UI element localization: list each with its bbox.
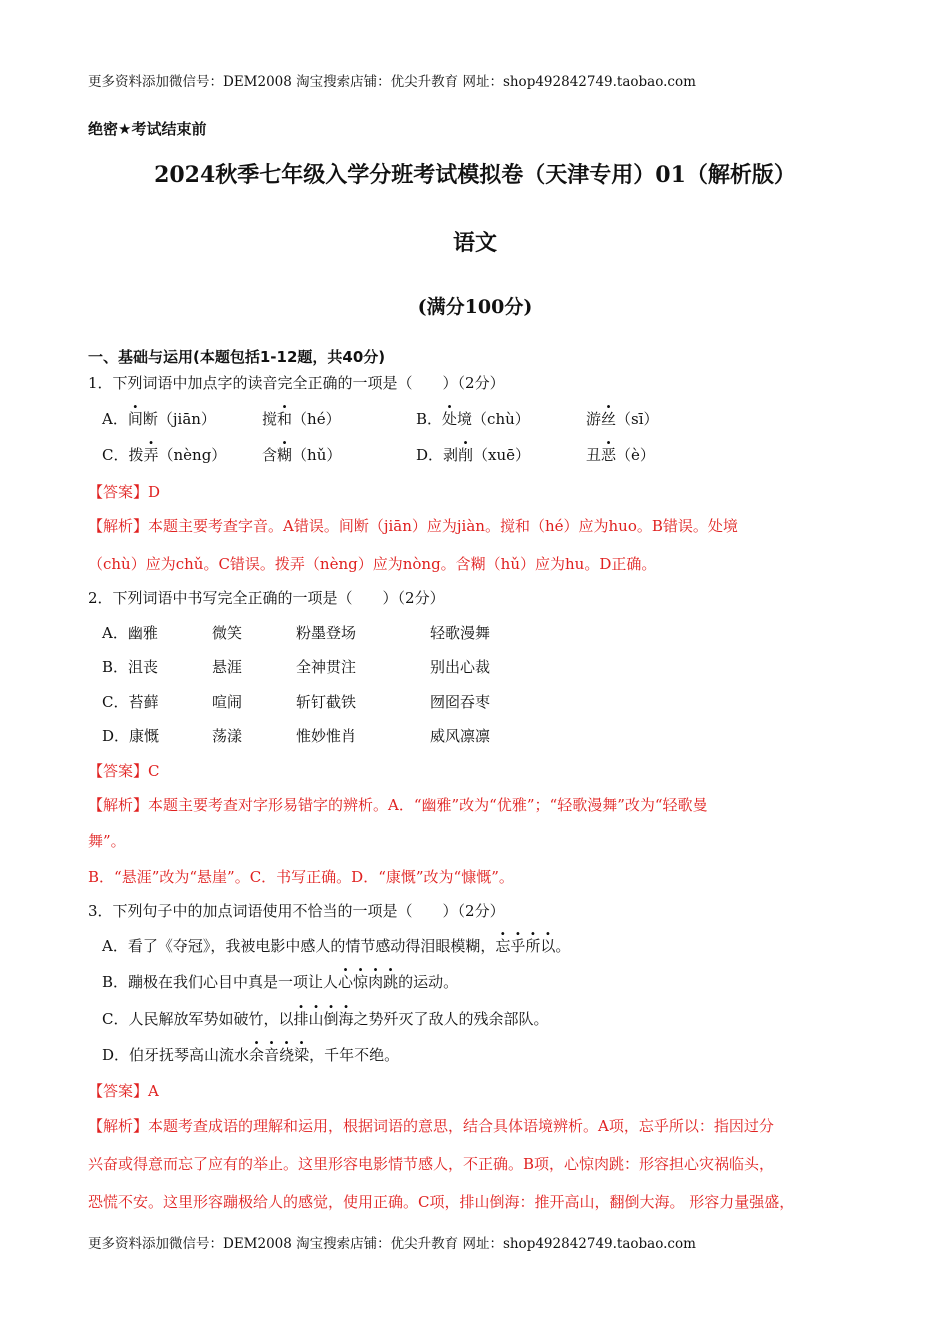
q1-option-a2: 搅和（hé）	[262, 410, 341, 428]
q2-option-cell: 轻歌漫舞	[430, 624, 491, 642]
q3-stem: 3．下列句子中的加点词语使用不恰当的一项是（ ）（2分）	[88, 902, 505, 920]
q3-option-b: B．蹦极在我们心目中真是一项让人心惊肉跳的运动。	[102, 973, 459, 991]
page-title: 2024秋季七年级入学分班考试模拟卷（天津专用）01（解析版）	[154, 162, 796, 188]
q2-option-row: B．沮丧	[102, 658, 159, 676]
q2-analysis-line: 舞”。	[88, 832, 126, 850]
q3-analysis-line: 兴奋或得意而忘了应有的举止。这里形容电影情节感人，不正确。B项，心惊肉跳：形容担心灾祸临头，	[88, 1155, 775, 1173]
q2-option-cell: 威风凛凛	[430, 727, 491, 745]
section-heading: 一、基础与运用(本题包括1-12题，共40分)	[88, 348, 386, 366]
q2-analysis-line: B．“悬涯”改为“悬崖”。C．书写正确。D．“康慨”改为“慷慨”。	[88, 868, 514, 886]
q2-option-cell: 斩钉截铁	[296, 693, 357, 711]
q2-answer: 【答案】C	[88, 762, 160, 780]
q1-stem: 1．下列词语中加点字的读音完全正确的一项是（ ）（2分）	[88, 374, 505, 392]
q3-analysis-line: 恐慌不安。这里形容蹦极给人的感觉，使用正确。C项，排山倒海：推开高山，翻倒大海。 形容力量强盛，	[88, 1193, 795, 1211]
q1-option-a1: A．间断（jiān）	[102, 410, 216, 428]
subject-title: 语文	[452, 230, 497, 256]
confidential-label: 绝密★考试结束前	[88, 120, 207, 138]
q1-option-c1: C．拨弄（nèng）	[102, 446, 227, 464]
q3-option-d: D．伯牙抚琴高山流水余音绕梁，千年不绝。	[102, 1046, 400, 1064]
q1-analysis-line: 【解析】本题主要考查字音。A错误。间断（jiān）应为jiàn。搅和（hé）应为huo。B错误。处境	[88, 517, 738, 535]
q1-option-d2: 丑恶（è）	[586, 446, 655, 464]
q2-option-cell: 喧闹	[212, 693, 243, 711]
page-footer: 更多资料添加微信号：DEM2008 淘宝搜索店铺：优尖升教育 网址：shop492842749.taobao.com	[88, 1236, 696, 1252]
q3-option-c: C．人民解放军势如破竹，以排山倒海之势歼灭了敌人的残余部队。	[102, 1010, 549, 1028]
q2-stem: 2．下列词语中书写完全正确的一项是（ ）（2分）	[88, 589, 445, 607]
q1-option-b1: B．处境（chù）	[416, 410, 530, 428]
q1-analysis-line: （chù）应为chǔ。C错误。拨弄（nèng）应为nòng。含糊（hǔ）应为hu。D正确。	[88, 555, 657, 573]
q1-answer: 【答案】D	[88, 483, 161, 501]
q2-analysis-line: 【解析】本题主要考查对字形易错字的辨析。A．“幽雅”改为“优雅”；“轻歌漫舞”改为“轻歌曼	[88, 796, 708, 814]
q1-option-c2: 含糊（hǔ）	[262, 446, 342, 464]
q3-analysis-line: 【解析】本题考查成语的理解和运用，根据词语的意思，结合具体语境辨析。A项，忘乎所以：指因过分	[88, 1117, 774, 1135]
page-header: 更多资料添加微信号：DEM2008 淘宝搜索店铺：优尖升教育 网址：shop492842749.taobao.com	[88, 74, 696, 90]
q1-option-b2: 游丝（sī）	[586, 410, 659, 428]
q1-option-d1: D．剥削（xuē）	[416, 446, 531, 464]
q3-answer: 【答案】A	[88, 1082, 159, 1100]
q2-option-row: D．康慨	[102, 727, 160, 745]
q2-option-cell: 囫囵吞枣	[430, 693, 491, 711]
q2-option-cell: 荡漾	[212, 727, 243, 745]
q3-option-a: A．看了《夺冠》，我被电影中感人的情节感动得泪眼模糊，忘乎所以。	[102, 937, 571, 955]
full-score: (满分100分)	[417, 296, 533, 318]
q2-option-row: C．苔藓	[102, 693, 159, 711]
q2-option-row: A．幽雅	[102, 624, 158, 642]
q2-option-cell: 微笑	[212, 624, 243, 642]
q2-option-cell: 粉墨登场	[296, 624, 357, 642]
q2-option-cell: 惟妙惟肖	[296, 727, 357, 745]
q2-option-cell: 别出心裁	[430, 658, 491, 676]
q2-option-cell: 全神贯注	[296, 658, 357, 676]
q2-option-cell: 悬涯	[212, 658, 243, 676]
